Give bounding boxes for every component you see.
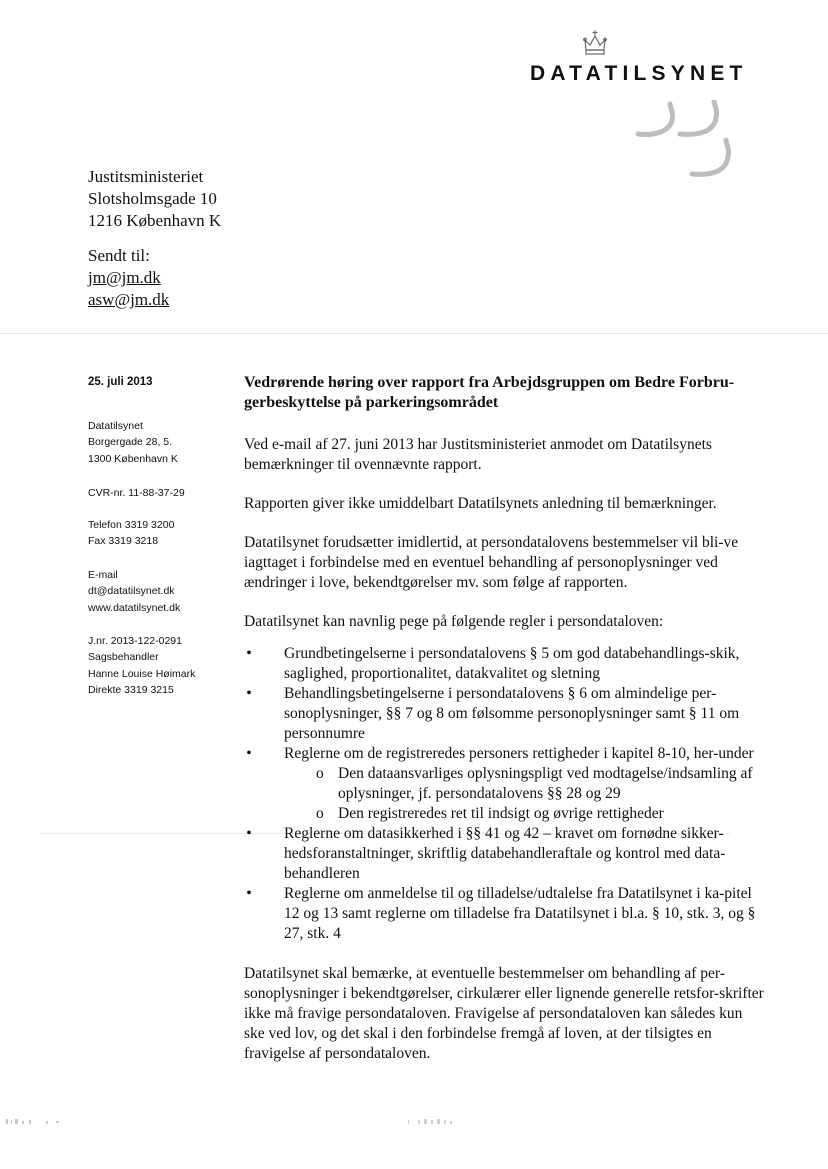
list-item	[244, 824, 764, 884]
recipient-street: Slotsholmsgade 10	[88, 189, 217, 208]
scan-artifact	[406, 1117, 462, 1125]
sender-org: Datatilsynet	[88, 420, 143, 432]
letter-body	[244, 373, 764, 1064]
bullet-marker: •	[246, 645, 252, 662]
list-item-text: Grundbetingelserne i persondatalovens § 5 om god databehandlings-skik, saglighed, proportionalitet, datakvalitet og sletning	[284, 645, 740, 682]
sender-contact	[88, 567, 238, 616]
sender-website: www.datatilsynet.dk	[88, 601, 181, 614]
recipient-address	[88, 166, 221, 232]
sender-telefon: Telefon 3319 3200	[88, 519, 175, 531]
paragraph-5: Datatilsynet skal bemærke, at eventuelle bestemmelser om behandling af per-sonoplysninger i bekendtgørelser, cirkulærer eller lignende generelle retsfor-skrifter ikke må fravige persondataloven. Fravigelse af persondataloven kan således kun ske ved lov, og det skal i den forbindelse fremgå af loven, at der tilsigtes en fravigelse af persondataloven.	[244, 965, 764, 1062]
sender-street: Borgergade 28, 5.	[88, 436, 173, 449]
logo-wordmark: DATATILSYNET	[530, 62, 748, 85]
case-handler-label: Sagsbehandler	[88, 651, 159, 664]
sender-address	[88, 418, 238, 467]
sender-city: 1300 København K	[88, 452, 178, 465]
case-info	[88, 633, 238, 698]
crown-icon	[582, 30, 608, 58]
bullet-marker: •	[246, 885, 252, 902]
case-number: J.nr. 2013-122-0291	[88, 635, 182, 647]
letter-subject: Vedrørende høring over rapport fra Arbejdsgruppen om Bedre Forbru-gerbeskyttelse på parkeringsområdet	[244, 374, 735, 411]
case-handler-name: Hanne Louise Høimark	[88, 667, 196, 680]
sender-phone	[88, 517, 238, 550]
list-item	[244, 744, 764, 824]
sender-email: dt@datatilsynet.dk	[88, 585, 175, 598]
recipient-name: Justitsministeriet	[88, 167, 204, 186]
header-divider	[0, 333, 828, 334]
sub-bullet-marker: o	[316, 765, 324, 782]
rules-list	[244, 644, 764, 944]
sender-cvr: CVR-nr. 11-88-37-29	[88, 487, 185, 499]
list-item	[244, 884, 764, 944]
sub-list-item-text: Den registreredes ret til indsigt og øvrige rettigheder	[338, 805, 664, 822]
paragraph-3: Datatilsynet forudsætter imidlertid, at persondatalovens bestemmelser vil bli-ve iagttaget i forbindelse med en eventuel behandling af personoplysninger ved ændringer i love, bekendtgørelser mv. som følge af rapporten.	[244, 534, 739, 591]
list-item-text: Reglerne om datasikkerhed i §§ 41 og 42 – kravet om fornødne sikker-hedsforanstaltninger, skriftlig databehandleraftale og kontrol med data-behandleren	[284, 825, 726, 882]
sender-email-label: E-mail	[88, 569, 118, 581]
bullet-marker: •	[246, 825, 252, 842]
bullet-marker: •	[246, 745, 252, 762]
sent-to-block	[88, 245, 169, 311]
sub-list-item-text: Den dataansvarliges oplysningspligt ved modtagelse/indsamling af oplysninger, jf. persondatalovens §§ 28 og 29	[338, 765, 753, 802]
sub-bullet-marker: o	[316, 805, 324, 822]
paragraph-2: Rapporten giver ikke umiddelbart Datatilsynets anledning til bemærkninger.	[244, 495, 717, 512]
list-item-text: Reglerne om de registreredes personers rettigheder i kapitel 8-10, her-under	[284, 745, 754, 762]
letter-date: 25. juli 2013	[88, 376, 153, 388]
sub-list	[284, 764, 764, 824]
paragraph-1: Ved e-mail af 27. juni 2013 har Justitsministeriet anmodet om Datatilsynets bemærkninger til ovennævnte rapport.	[244, 436, 712, 473]
sub-list-item	[304, 804, 764, 824]
brushstroke-marks-icon	[630, 100, 740, 182]
paragraph-4: Datatilsynet kan navnlig pege på følgende regler i persondataloven:	[244, 613, 664, 630]
case-handler-phone: Direkte 3319 3215	[88, 683, 174, 696]
list-item-text: Behandlingsbetingelserne i persondatalovens § 6 om almindelige per-sonoplysninger, §§ 7 og 8 om følsomme personoplysninger samt § 11 om personnumre	[284, 685, 740, 742]
list-item-text: Reglerne om anmeldelse til og tilladelse/udtalelse fra Datatilsynet i ka-pitel 12 og 13 samt reglerne om tilladelse fra Datatilsynet i bl.a. § 10, stk. 3, og § 27, stk. 4	[284, 885, 756, 942]
email-link-jm[interactable]: jm@jm.dk	[88, 268, 161, 287]
list-item	[244, 644, 764, 684]
sent-to-label: Sendt til:	[88, 246, 150, 265]
email-link-asw[interactable]: asw@jm.dk	[88, 290, 170, 309]
bullet-marker: •	[246, 685, 252, 702]
list-item	[244, 684, 764, 744]
sender-fax: Fax 3319 3218	[88, 535, 159, 548]
recipient-city: 1216 København K	[88, 211, 222, 230]
scan-artifact	[6, 1117, 64, 1125]
sub-list-item	[304, 764, 764, 804]
